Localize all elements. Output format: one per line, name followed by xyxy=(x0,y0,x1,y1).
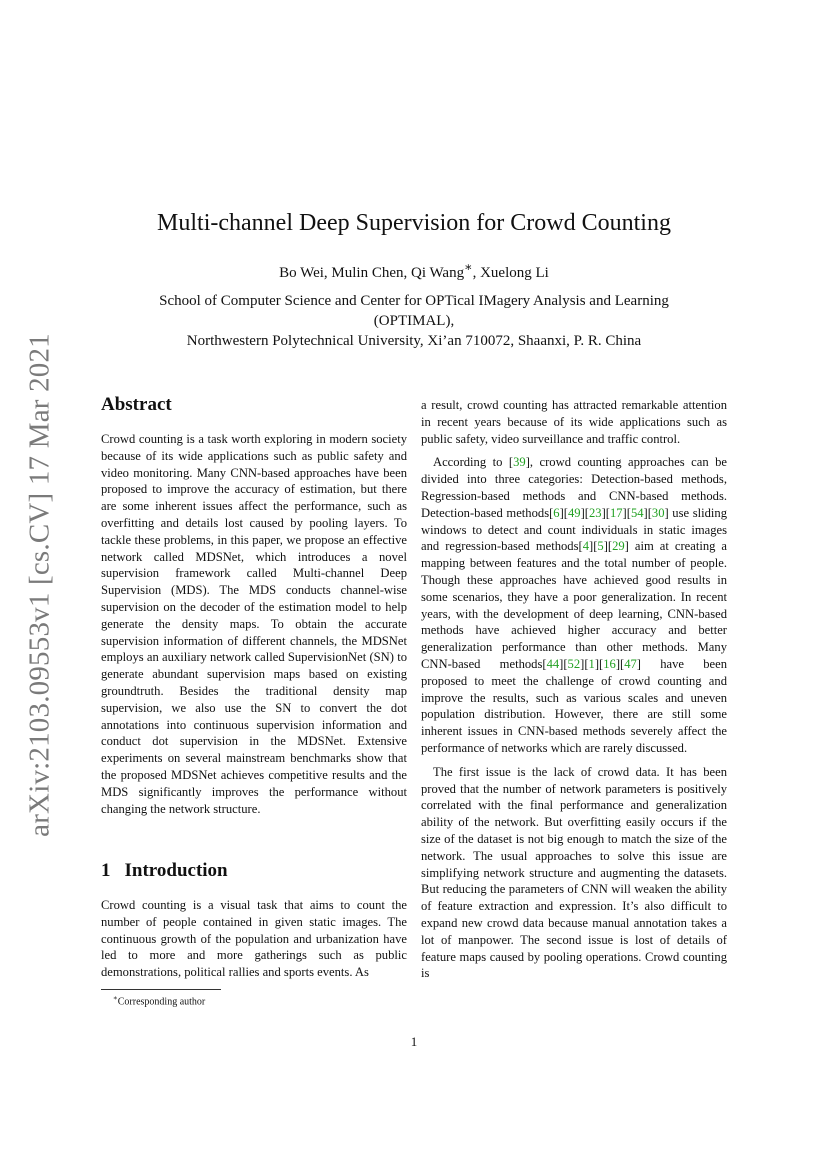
citation-link[interactable]: 39 xyxy=(513,455,526,470)
intro-paragraph-1-end: a result, crowd counting has attracted remarkable attention in recent years because of its wide applications such as public safety, video surveillance and traffic control. xyxy=(421,398,727,446)
text-run: ][ xyxy=(622,505,631,520)
citation-link[interactable]: 16 xyxy=(603,656,616,671)
text-run: ] have been proposed to meet the challenge of crowd counting and improve the results, such as various scales and uneven population distribution. However, there are still some inherent issues in CNN-based methods severely affect the performance of networks which are rarely discussed. xyxy=(421,656,727,755)
text-run: ] use sliding windows to detect and count individuals in static images and regression-based methods[ xyxy=(421,505,727,554)
citation-link[interactable]: 1 xyxy=(588,656,595,671)
section-title: Introduction xyxy=(124,860,228,881)
citation-link[interactable]: 6 xyxy=(553,505,560,520)
text-run: ][ xyxy=(643,505,652,520)
text-run: ] aim at creating a mapping between features and the total number of people. Though these approaches have achieved good results in some scenarios, they have a poor generalization. In recent years, with the development of deep learning, CNN-based methods have achieved higher accuracy and better generalization performance than other methods. Many CNN-based methods[ xyxy=(421,539,728,671)
text-run: ][ xyxy=(603,539,613,554)
right-column xyxy=(421,397,727,982)
text-run: According to [ xyxy=(433,455,514,470)
citation-link[interactable]: 47 xyxy=(624,656,637,671)
citation-link[interactable]: 30 xyxy=(651,505,665,520)
citation-link[interactable]: 44 xyxy=(546,656,560,671)
authors-part2: , Xuelong Li xyxy=(472,265,549,281)
citation-link[interactable]: 23 xyxy=(588,505,602,520)
intro-paragraph-3: The first issue is the lack of crowd data. It has been proved that the number of network parameters is positively correlated with the final performance and generalization ability of the network. But overfitting easily occurs if the size of the dataset is not big enough to match the size of the network. The usual approaches to solve this issue are simplifying network structure and augmenting the datasets. But reducing the parameters of CNN will weaken the ability of feature extraction and expression. It’s also difficult to expand new crowd data because manual annotation takes a lot of manpower. The second issue is lost of details of feature maps caused by pooling operations. Crowd counting is xyxy=(421,764,727,981)
abstract-text: Crowd counting is a task worth exploring in modern society because of its wide applications such as public safety and video monitoring. Many CNN-based approaches have been proposed to improve the accuracy of estimation, but there are some inherent issues affect the performance, such as overfitting and details lost caused by pooling layers. To tackle these problems, in this paper, we propose an effective network called MDSNet, which introduces a novel supervision framework called Multi-channel Deep Supervision (MDS). The MDS conducts channel-wise supervision on the decoder of the estimation model to help generate the density maps. To obtain the accurate supervision information of different channels, the MDSNet employs an auxiliary network called SupervisionNet (SN) to generate abundant supervision maps based on existing groundtruth. Besides the traditional density map supervision, we also use the SN to convert the dot annotations into continuous supervision information and conduct dot supervision in the MDSNet. Extensive experiments on several mainstream benchmarks show that the proposed MDSNet achieves competitive results and the MDS significantly improves the performance without changing the network structure. xyxy=(101,432,407,816)
abstract-body xyxy=(101,431,407,817)
text-run: ], crowd counting approaches can be divided into three categories: Detection-based methods, Regression-based methods and CNN-based methods. Detection-based methods[ xyxy=(421,455,727,520)
text-run: ][ xyxy=(589,539,598,554)
text-run: ][ xyxy=(580,505,589,520)
text-run: ][ xyxy=(580,656,589,671)
corresponding-mark: ∗ xyxy=(464,260,473,274)
paper-title: Multi-channel Deep Supervision for Crowd Counting xyxy=(157,210,671,236)
text-run: ][ xyxy=(559,656,568,671)
introduction-left-column xyxy=(101,897,407,981)
arxiv-identifier: arXiv:2103.09553v1 [cs.CV] 17 Mar 2021 xyxy=(23,333,56,837)
citation-link[interactable]: 17 xyxy=(609,505,623,520)
footnote-mark: ∗ xyxy=(113,994,118,1002)
intro-paragraph-1-start: Crowd counting is a visual task that aims to count the number of people contained in given static images. The continuous growth of the population and urbanization have led to more and more gatherings such as public demonstrations, political rallies and sports events. As xyxy=(101,898,407,980)
affiliation-line-2: (OPTIMAL), xyxy=(373,313,455,329)
affiliation-line-3: Northwestern Polytechnical University, Xi’an 710072, Shaanxi, P. R. China xyxy=(186,333,642,349)
authors-part1: Bo Wei, Mulin Chen, Qi Wang xyxy=(279,265,465,281)
citation-link[interactable]: 49 xyxy=(567,505,581,520)
abstract-heading: Abstract xyxy=(101,394,172,415)
text-run: ][ xyxy=(594,656,604,671)
citation-link[interactable]: 54 xyxy=(630,505,644,520)
footnote-rule xyxy=(101,989,221,990)
text-run: ][ xyxy=(615,656,625,671)
citation-link[interactable]: 29 xyxy=(612,539,625,554)
affiliation-line-1: School of Computer Science and Center for OPTical IMagery Analysis and Learning xyxy=(159,293,669,309)
intro-paragraph-2 xyxy=(421,454,727,756)
text-run: ][ xyxy=(601,505,610,520)
author-list xyxy=(0,259,828,282)
footnote-text: Corresponding author xyxy=(117,996,206,1008)
footnote xyxy=(113,994,205,1007)
affiliation xyxy=(100,291,728,351)
citation-link[interactable]: 5 xyxy=(597,539,604,554)
citation-link[interactable]: 52 xyxy=(567,656,581,671)
page-number: 1 xyxy=(410,1034,418,1049)
text-run: ][ xyxy=(559,505,568,520)
section-number: 1 xyxy=(101,860,111,881)
citation-link[interactable]: 4 xyxy=(582,539,589,554)
introduction-heading xyxy=(101,860,228,882)
